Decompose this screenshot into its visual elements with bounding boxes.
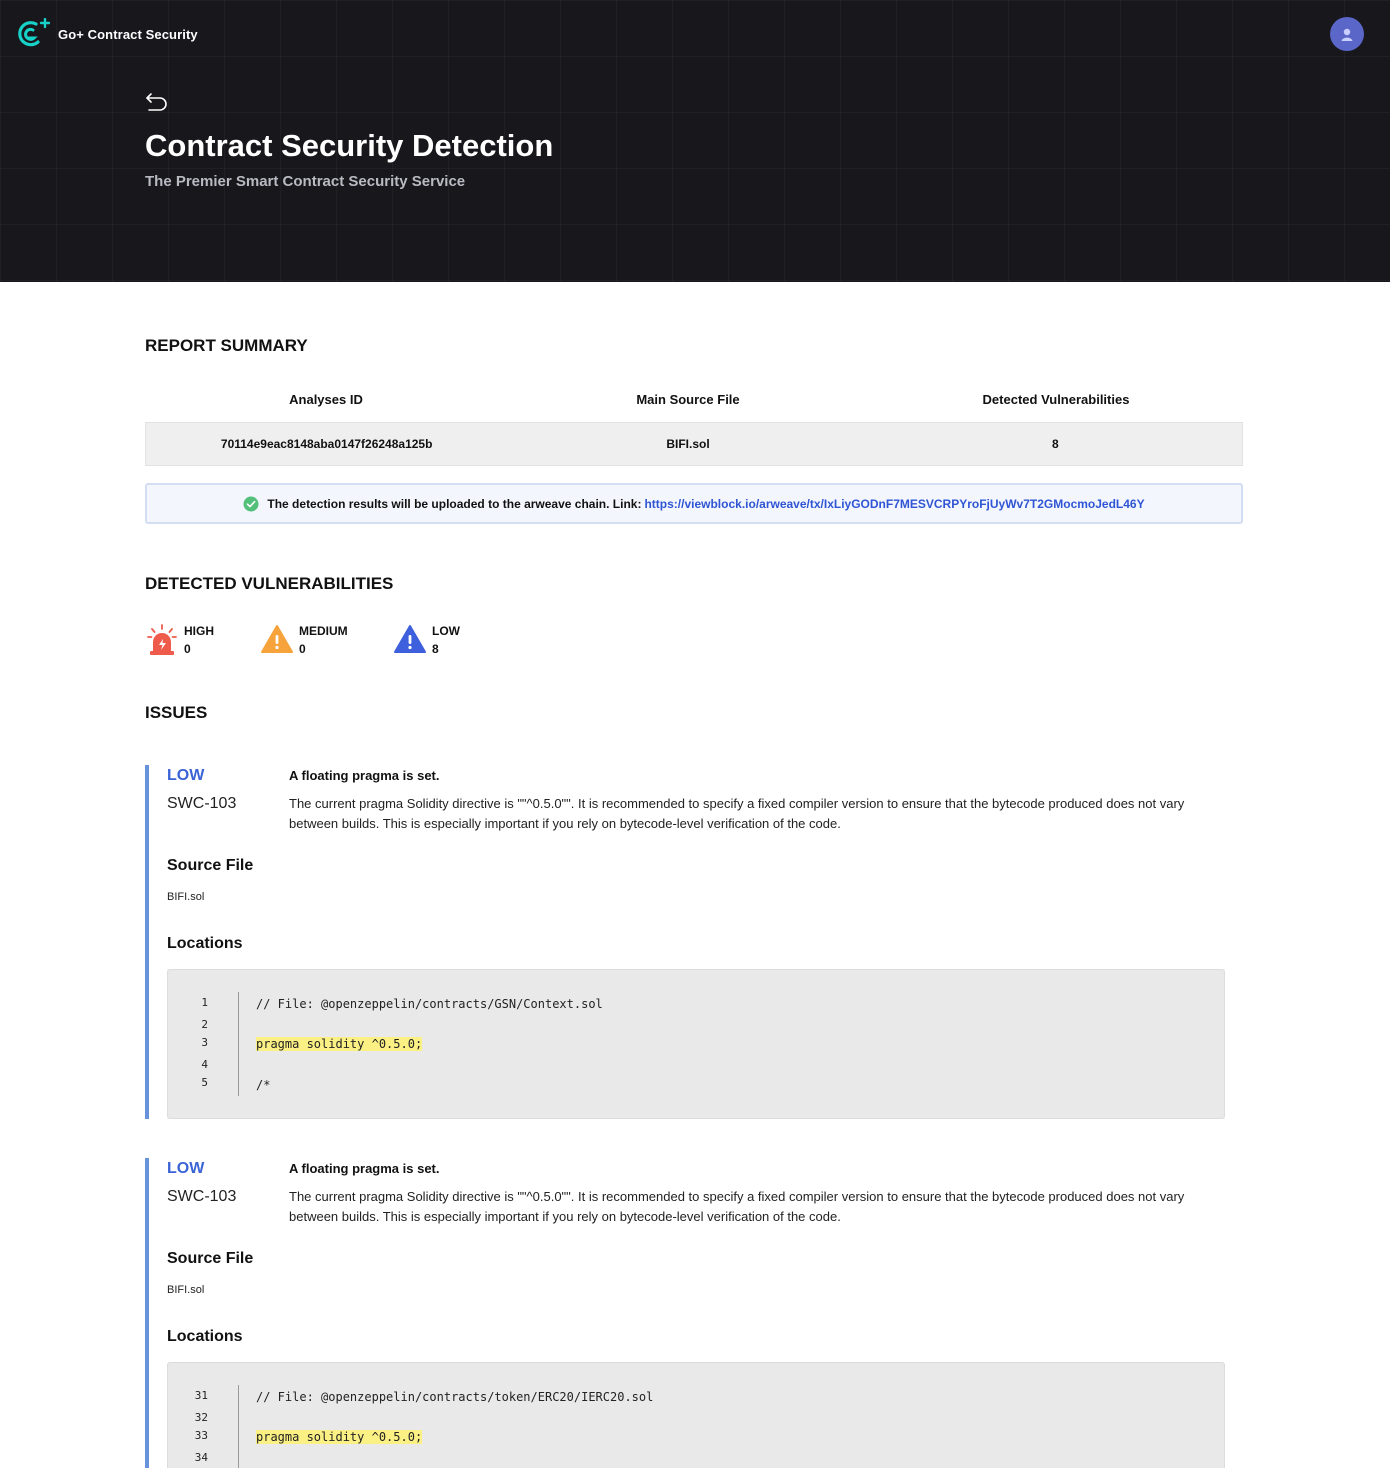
issue-title: A floating pragma is set. <box>289 768 440 783</box>
medium-count: 0 <box>299 642 306 656</box>
severity-low <box>393 622 460 658</box>
code-line: // File: @openzeppelin/contracts/token/ERC20/IERC20.sol <box>256 1390 654 1404</box>
check-circle-icon <box>243 496 259 512</box>
analyses-id-value: 70114e9eac8148aba0147f26248a125b <box>220 437 433 451</box>
page-title: Contract Security Detection <box>145 128 554 163</box>
line-number: 5 <box>201 1076 208 1089</box>
locations-heading: Locations <box>167 935 243 952</box>
code-line: /* <box>256 1078 271 1092</box>
line-number: 2 <box>201 1018 208 1031</box>
issue-card <box>145 1158 1225 1468</box>
col-main-source-file: Main Source File <box>636 392 740 407</box>
warning-triangle-orange-icon <box>260 622 294 656</box>
source-file-heading: Source File <box>167 1250 254 1267</box>
issue-description: The current pragma Solidity directive is ""^0.5.0"". It is recommended to specify a fixed compiler version to ensure that the bytecode produced does not vary between builds. This is especially important if you rely on bytecode-level verification of the code. <box>289 796 1185 831</box>
issues-heading: ISSUES <box>145 703 208 722</box>
user-avatar[interactable] <box>1330 17 1364 51</box>
code-line: // File: @openzeppelin/contracts/GSN/Context.sol <box>256 997 603 1011</box>
page-subtitle: The Premier Smart Contract Security Service <box>145 173 466 190</box>
issue-swc-id: SWC-103 <box>167 1188 237 1205</box>
issue-severity: LOW <box>167 1160 205 1177</box>
high-label: HIGH <box>184 624 214 638</box>
col-analyses-id: Analyses ID <box>289 392 363 407</box>
go-plus-logo-icon <box>16 18 50 50</box>
severity-medium <box>260 622 348 658</box>
severity-high <box>145 622 214 658</box>
main-source-file-value: BIFI.sol <box>666 437 710 451</box>
brand-name: Go+ Contract Security <box>58 26 198 42</box>
code-gutter-divider <box>238 1385 239 1468</box>
hero-header <box>0 0 1390 282</box>
issue-severity: LOW <box>167 767 205 784</box>
summary-table-row <box>145 422 1243 466</box>
code-line-highlighted: pragma solidity ^0.5.0; <box>256 1037 423 1051</box>
medium-label: MEDIUM <box>299 624 348 638</box>
issue-title: A floating pragma is set. <box>289 1161 440 1176</box>
locations-heading: Locations <box>167 1328 243 1345</box>
issue-swc-id: SWC-103 <box>167 795 237 812</box>
warning-triangle-blue-icon <box>393 622 427 656</box>
report-summary-heading: REPORT SUMMARY <box>145 336 308 355</box>
arweave-link[interactable]: https://viewblock.io/arweave/tx/IxLiyGODnF7MESVCRPYroFjUyWv7T2GMocmoJedL46Y <box>644 496 1145 511</box>
issue-card <box>145 765 1225 1119</box>
back-arrow-icon[interactable] <box>145 90 169 112</box>
detected-vulnerabilities-heading: DETECTED VULNERABILITIES <box>145 574 394 593</box>
brand[interactable] <box>16 18 198 50</box>
line-number: 31 <box>194 1389 208 1402</box>
code-line-highlighted: pragma solidity ^0.5.0; <box>256 1430 423 1444</box>
code-snippet <box>167 1362 1225 1468</box>
summary-table-header <box>145 380 1243 420</box>
high-count: 0 <box>184 642 191 656</box>
detected-vulnerabilities-value: 8 <box>1052 437 1059 451</box>
line-number: 33 <box>194 1429 208 1442</box>
low-count: 8 <box>432 642 439 656</box>
line-number: 1 <box>201 996 208 1009</box>
alarm-siren-icon <box>145 622 179 656</box>
source-file-name: BIFI.sol <box>167 1284 205 1296</box>
col-detected-vulnerabilities: Detected Vulnerabilities <box>982 392 1130 407</box>
source-file-heading: Source File <box>167 857 254 874</box>
notice-text: The detection results will be uploaded to the arweave chain. Link: <box>267 496 642 511</box>
line-number: 34 <box>194 1451 208 1464</box>
line-number: 4 <box>201 1058 208 1071</box>
issue-description: The current pragma Solidity directive is ""^0.5.0"". It is recommended to specify a fixed compiler version to ensure that the bytecode produced does not vary between builds. This is especially important if you rely on bytecode-level verification of the code. <box>289 1189 1185 1224</box>
user-icon <box>1339 26 1355 42</box>
line-number: 3 <box>201 1036 208 1049</box>
code-gutter-divider <box>238 992 239 1096</box>
arweave-notice <box>145 483 1243 524</box>
source-file-name: BIFI.sol <box>167 891 205 903</box>
line-number: 32 <box>194 1411 208 1424</box>
code-snippet <box>167 969 1225 1119</box>
low-label: LOW <box>432 624 460 638</box>
